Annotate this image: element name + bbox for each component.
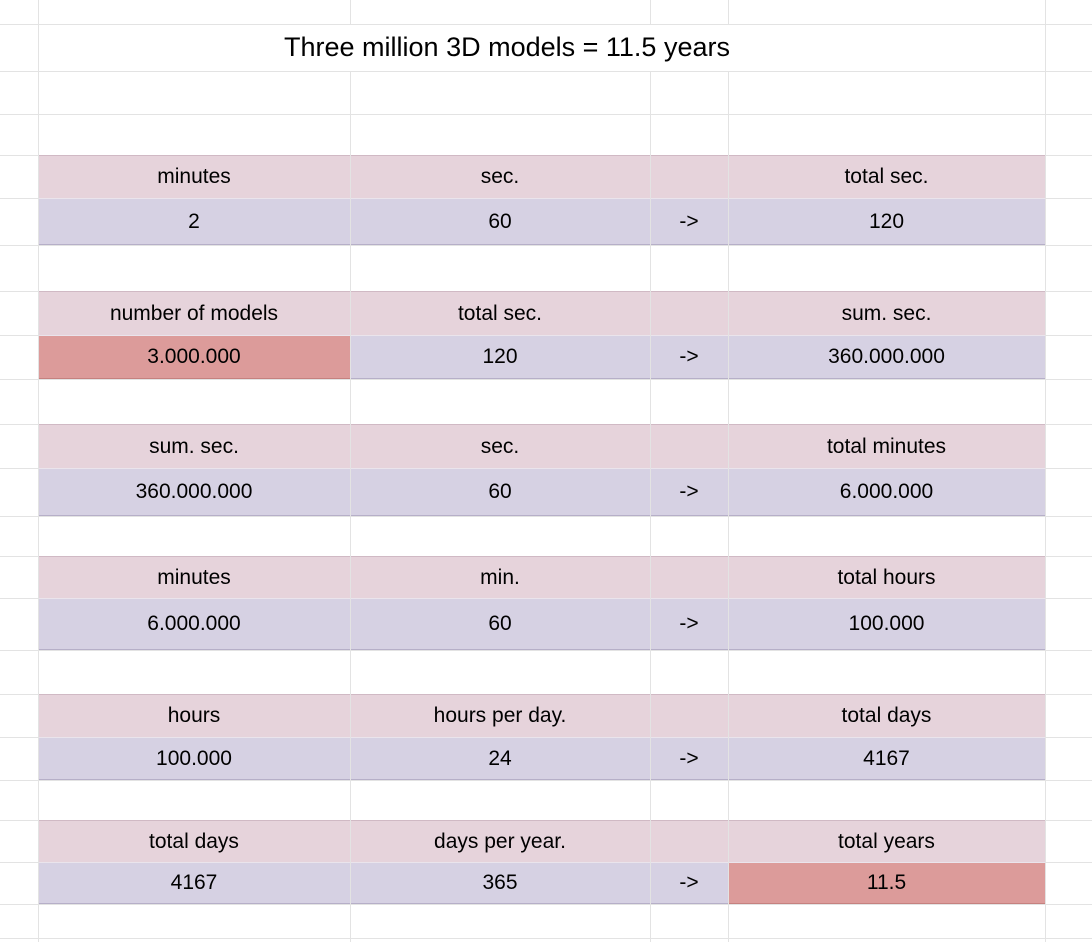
value-cell[interactable] — [350, 598, 650, 650]
header-label: hours — [167, 704, 221, 727]
block-2-header-row — [38, 291, 1045, 335]
block-4-value-row — [38, 598, 1045, 650]
header-label: total hours — [837, 565, 936, 589]
block-6-value-row — [38, 862, 1045, 904]
header-label: total sec. — [457, 301, 543, 325]
header-cell[interactable] — [38, 556, 350, 598]
value-cell[interactable] — [728, 598, 1045, 650]
header-cell[interactable] — [650, 424, 728, 468]
header-cell[interactable] — [650, 155, 728, 198]
gridline-horizontal — [0, 245, 1092, 246]
arrow-cell[interactable] — [650, 198, 728, 245]
sheet-title-text: Three million 3D models = 11.5 years — [284, 32, 730, 62]
value-cell[interactable] — [350, 468, 650, 516]
header-cell[interactable] — [728, 291, 1045, 335]
header-label: total days — [841, 704, 932, 727]
block-2-value-row — [38, 335, 1045, 379]
header-cell[interactable] — [38, 291, 350, 335]
block-1-header-row — [38, 155, 1045, 198]
arrow-cell[interactable] — [650, 737, 728, 780]
block-6-header-row — [38, 820, 1045, 862]
block-5-value-row — [38, 737, 1045, 780]
value-text: 24 — [488, 746, 512, 770]
value-text: 2 — [188, 209, 200, 233]
arrow-text: -> — [679, 480, 699, 503]
value-text: 100.000 — [156, 746, 232, 770]
header-cell[interactable] — [350, 155, 650, 198]
header-cell[interactable] — [38, 424, 350, 468]
highlighted-input-cell[interactable] — [38, 335, 350, 379]
arrow-text: -> — [679, 345, 699, 368]
arrow-text: -> — [679, 612, 699, 635]
value-cell[interactable] — [38, 598, 350, 650]
value-cell[interactable] — [38, 198, 350, 245]
value-text: 6.000.000 — [839, 480, 934, 503]
value-text: 120 — [482, 345, 518, 368]
header-cell[interactable] — [38, 155, 350, 198]
header-label: total sec. — [844, 165, 929, 188]
header-cell[interactable] — [350, 694, 650, 737]
header-label: minutes — [157, 165, 231, 188]
header-cell[interactable] — [38, 694, 350, 737]
value-text: 6.000.000 — [147, 612, 241, 635]
value-text: 60 — [488, 209, 512, 233]
header-label: sum. sec. — [841, 301, 932, 325]
value-text: 360.000.000 — [828, 345, 945, 368]
value-text: 3.000.000 — [147, 345, 241, 368]
header-label: number of models — [109, 301, 279, 325]
header-cell[interactable] — [38, 820, 350, 862]
arrow-cell[interactable] — [650, 862, 728, 904]
value-text: 360.000.000 — [135, 480, 253, 503]
highlighted-result-cell[interactable] — [728, 862, 1045, 904]
gridline-vertical — [650, 71, 651, 942]
header-label: min. — [480, 565, 520, 589]
block-4-header-row — [38, 556, 1045, 598]
gridline-vertical — [728, 71, 729, 942]
arrow-text: -> — [679, 871, 699, 894]
gridline-horizontal — [0, 780, 1092, 781]
value-cell[interactable] — [38, 468, 350, 516]
gridline-vertical — [350, 0, 351, 24]
gridline-horizontal — [0, 938, 1092, 939]
arrow-text: -> — [679, 746, 699, 770]
gridline-vertical — [650, 0, 651, 24]
value-cell[interactable] — [728, 468, 1045, 516]
value-cell[interactable] — [38, 862, 350, 904]
header-label: total days — [149, 829, 239, 853]
arrow-cell[interactable] — [650, 335, 728, 379]
value-cell[interactable] — [728, 198, 1045, 245]
gridline-horizontal — [0, 904, 1092, 905]
value-cell[interactable] — [350, 198, 650, 245]
value-cell[interactable] — [728, 335, 1045, 379]
value-text: 100.000 — [848, 612, 925, 635]
value-text: 4167 — [863, 746, 910, 770]
header-label: sum. sec. — [149, 434, 239, 458]
header-label: total minutes — [826, 434, 947, 458]
gridline-horizontal — [0, 379, 1092, 380]
header-cell[interactable] — [728, 155, 1045, 198]
header-label: sec. — [480, 165, 520, 188]
header-label: minutes — [157, 565, 231, 589]
header-label: sec. — [480, 434, 520, 458]
gridline-vertical — [1045, 0, 1046, 942]
header-cell[interactable] — [650, 694, 728, 737]
header-label: total years — [838, 829, 935, 853]
value-text: 60 — [488, 612, 512, 635]
gridline-vertical — [728, 0, 729, 24]
value-cell[interactable] — [350, 737, 650, 780]
header-cell[interactable] — [728, 694, 1045, 737]
gridline-vertical — [38, 0, 39, 942]
gridline-vertical — [350, 71, 351, 942]
header-label: hours per day. — [433, 704, 567, 727]
header-cell[interactable] — [728, 424, 1045, 468]
header-cell[interactable] — [350, 820, 650, 862]
gridline-horizontal — [0, 650, 1092, 651]
sheet-title[interactable] — [0, 24, 1014, 71]
gridline-horizontal — [0, 71, 1092, 72]
block-3-header-row — [38, 424, 1045, 468]
value-text: 11.5 — [866, 871, 907, 894]
arrow-cell[interactable] — [650, 598, 728, 650]
block-1-value-row — [38, 198, 1045, 245]
value-cell[interactable] — [728, 737, 1045, 780]
value-text: 4167 — [170, 871, 218, 894]
value-text: 365 — [482, 871, 518, 894]
value-cell[interactable] — [350, 335, 650, 379]
arrow-text: -> — [679, 209, 699, 233]
gridline-horizontal — [0, 114, 1092, 115]
block-5-header-row — [38, 694, 1045, 737]
header-cell[interactable] — [728, 556, 1045, 598]
value-cell[interactable] — [38, 737, 350, 780]
header-cell[interactable] — [350, 556, 650, 598]
header-cell[interactable] — [650, 291, 728, 335]
block-3-value-row — [38, 468, 1045, 516]
arrow-cell[interactable] — [650, 468, 728, 516]
header-cell[interactable] — [350, 291, 650, 335]
value-text: 60 — [488, 480, 512, 503]
value-cell[interactable] — [350, 862, 650, 904]
header-cell[interactable] — [728, 820, 1045, 862]
header-cell[interactable] — [650, 820, 728, 862]
header-label: days per year. — [434, 829, 566, 853]
gridline-horizontal — [0, 516, 1092, 517]
header-cell[interactable] — [650, 556, 728, 598]
header-cell[interactable] — [350, 424, 650, 468]
value-text: 120 — [868, 209, 905, 233]
